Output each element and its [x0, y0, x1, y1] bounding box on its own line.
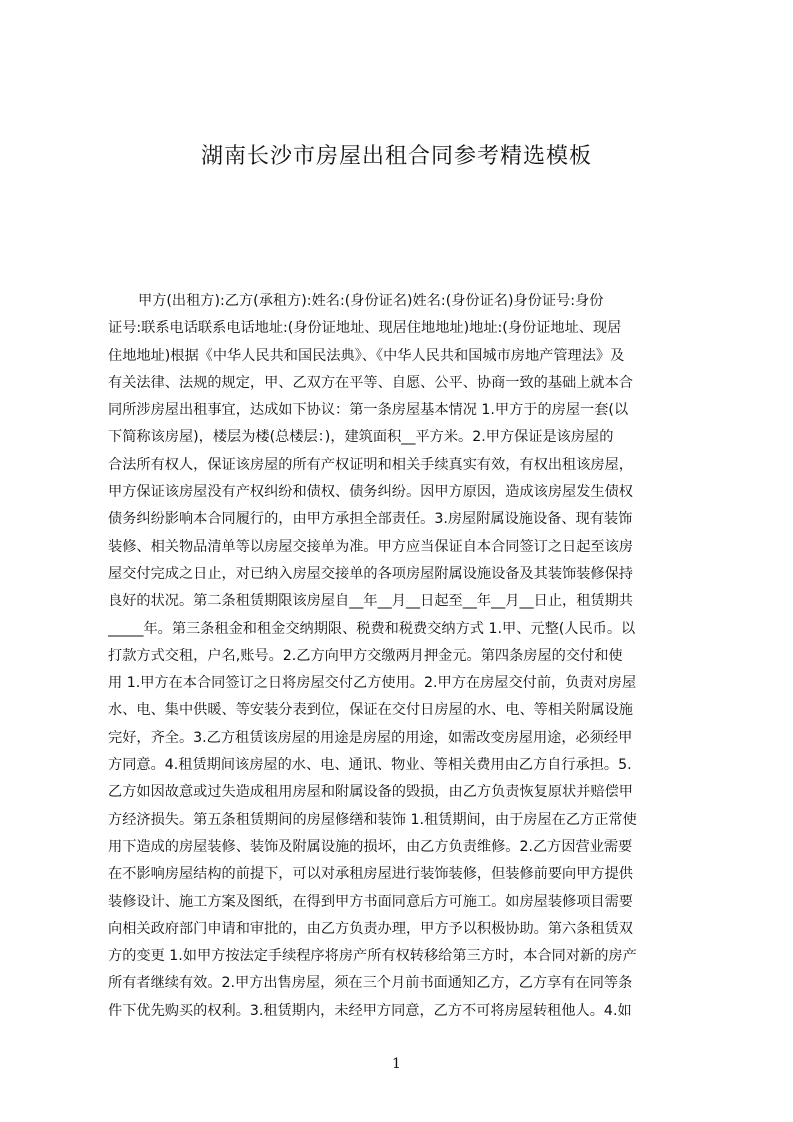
body-line: 甲方(出租方):乙方(承租方):姓名:(身份证名)姓名:(身份证名)身份证号:身份 [138, 293, 604, 309]
body-line: 装修、相关物品清单等以房屋交接单为准。甲方应当保证自本合同签订之日起至该房 [108, 538, 633, 555]
document-title: 湖南长沙市房屋出租合同参考精选模板 [200, 144, 592, 169]
body-line: 用下造成的房屋装修、装饰及附属设施的损坏，由乙方负责维修。2.乙方因营业需要 [108, 838, 633, 855]
body-line: 件下优先购买的权利。3.租赁期内，未经甲方同意，乙方不可将房屋转租他人。4.如 [108, 1002, 632, 1019]
body-line: 方的变更 1.如甲方按法定手续程序将房产所有权转移给第三方时，本合同对新的房产 [108, 948, 637, 965]
body-line: 乙方如因故意或过失造成租用房屋和附属设备的毁损，由乙方负责恢复原状并赔偿甲 [108, 784, 633, 801]
body-line: 住地地址)根据《中华人民共和国民法典》、《中华人民共和国城市房地产管理法》及 [108, 347, 625, 364]
body-line: 甲方保证该房屋没有产权纠纷和债权、债务纠纷。因甲方原因，造成该房屋发生债权 [108, 484, 633, 501]
body-line: 证号:联系电话联系电话地址:(身份证地址、现居住地地址)地址:(身份证地址、现居 [108, 320, 622, 337]
body-line: 所有者继续有效。2.甲方出售房屋，须在三个月前书面通知乙方，乙方享有在同等条 [108, 975, 633, 992]
body-line: 方经济损失。第五条租赁期间的房屋修缮和装饰 1.租赁期间，由于房屋在乙方正常使 [108, 811, 637, 828]
body-line: 完好，齐全。3.乙方租赁该房屋的用途是房屋的用途，如需改变房屋用途，必须经甲 [108, 729, 633, 746]
body-line: 装修设计、施工方案及图纸，在得到甲方书面同意后方可施工。如房屋装修项目需要 [108, 893, 633, 910]
contract-body [108, 288, 700, 1025]
body-line: 在不影响房屋结构的前提下，可以对承租房屋进行装饰装修，但装修前要向甲方提供 [108, 866, 633, 883]
body-line: 良好的状况。第二条租赁期限该房屋自__年__月__日起至__年__月__日止，租赁期共 [108, 593, 633, 610]
body-line: 水、电、集中供暖、等安装分表到位，保证在交付日房屋的水、电、等相关附属设施 [108, 702, 633, 719]
body-line: 方同意。4.租赁期间该房屋的水、电、通讯、物业、等相关费用由乙方自行承担。5. [108, 757, 632, 774]
body-line: 屋交付完成之日止，对已纳入房屋交接单的各项房屋附属设施设备及其装饰装修保持 [108, 565, 633, 582]
body-line: 债务纠纷影响本合同履行的，由甲方承担全部责任。3.房屋附属设施设备、现有装饰 [108, 511, 633, 528]
body-line: _____年。第三条租金和租金交纳期限、税费和税费交纳方式 1.甲、元整(人民币。以 [108, 620, 636, 637]
body-line: 同所涉房屋出租事宜，达成如下协议：第一条房屋基本情况 1.甲方于的房屋一套(以 [108, 402, 629, 419]
body-line: 合法所有权人，保证该房屋的所有产权证明和相关手续真实有效，有权出租该房屋， [108, 456, 633, 473]
body-line: 打款方式交租，户名,账号。2.乙方向甲方交缴两月押金元。第四条房屋的交付和使 [108, 647, 623, 664]
body-line: 用 1.甲方在本合同签订之日将房屋交付乙方使用。2.甲方在房屋交付前，负责对房屋 [108, 675, 637, 692]
body-line: 向相关政府部门申请和审批的，由乙方负责办理，甲方予以积极协助。第六条租赁双 [108, 920, 633, 937]
body-line: 有关法律、法规的规定，甲、乙双方在平等、自愿、公平、协商一致的基础上就本合 [108, 374, 633, 391]
page-number: 1 [392, 1056, 401, 1072]
body-line: 下简称该房屋)，楼层为楼(总楼层：)，建筑面积__平方米。2.甲方保证是该房屋的 [108, 429, 614, 446]
